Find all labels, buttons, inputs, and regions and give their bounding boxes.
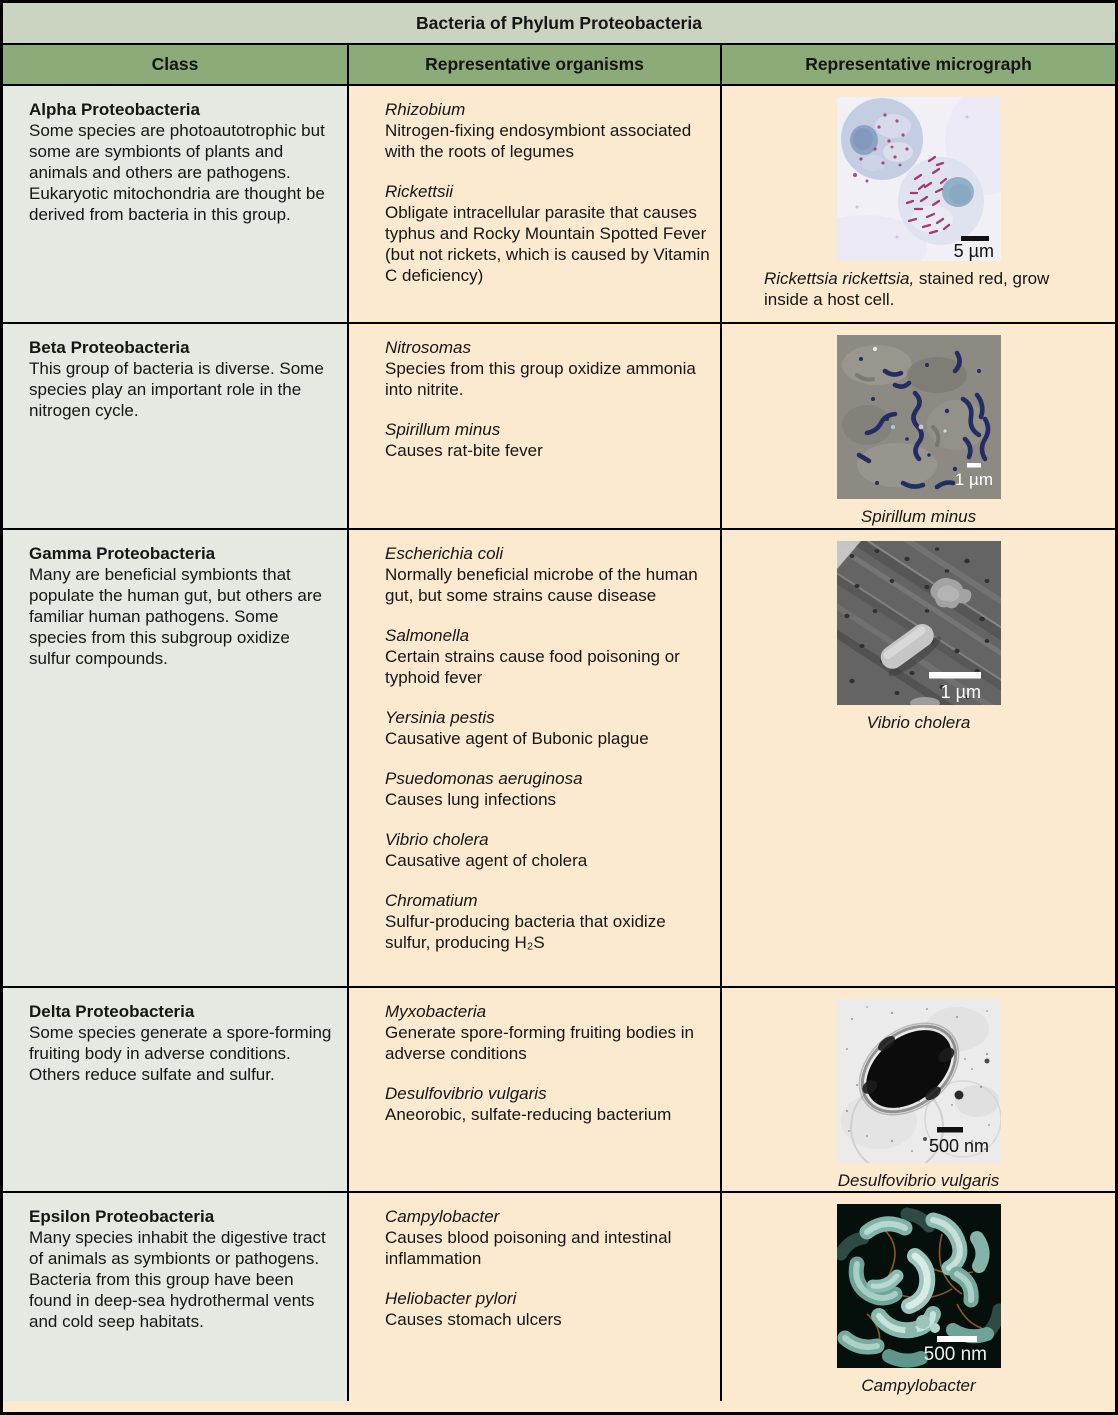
- class-cell: [3, 324, 349, 528]
- organism-entry: [385, 829, 710, 871]
- table-row-epsilon: [3, 1193, 1115, 1401]
- campylobacter-micrograph: [837, 1204, 1001, 1368]
- column-header-organisms: Representative organisms: [349, 45, 722, 84]
- organism-name: Chromatium: [385, 891, 478, 910]
- class-description: Some species are photoautotrophic but some are symbionts of plants and animals and others are pathogens. Eukaryotic mitochondria are thought be derived from bacteria in this group.: [29, 121, 325, 224]
- scale-bar: [937, 1127, 963, 1133]
- organism-description: Normally beneficial microbe of the human gut, but some strains cause disease: [385, 565, 698, 605]
- organism-entry: [385, 181, 710, 286]
- table-row-alpha: [3, 86, 1115, 324]
- micrograph-cell: [722, 324, 1115, 528]
- organism-name: Heliobacter pylori: [385, 1289, 517, 1308]
- table-title: Bacteria of Phylum Proteobacteria: [416, 12, 702, 33]
- micrograph-caption: [722, 1375, 1115, 1396]
- organisms-cell: [349, 324, 722, 528]
- spirillum-micrograph: [837, 335, 1001, 499]
- micrograph-cell: [722, 86, 1115, 322]
- organism-description: Causes stomach ulcers: [385, 1310, 562, 1329]
- micrograph-caption: [722, 1170, 1115, 1191]
- caption-species: Campylobacter: [861, 1376, 976, 1395]
- class-cell: [3, 988, 349, 1191]
- caption-species: Desulfovibrio vulgaris: [837, 1171, 1000, 1190]
- organism-description: Causative agent of Bubonic plague: [385, 729, 649, 748]
- organism-entry: [385, 768, 710, 810]
- scale-bar: [967, 463, 981, 468]
- column-header-class: Class: [3, 45, 349, 84]
- organism-description: Aneorobic, sulfate-reducing bacterium: [385, 1105, 672, 1124]
- organism-description: Generate spore-forming fruiting bodies in adverse conditions: [385, 1023, 694, 1063]
- scale-bar-label: 500 nm: [928, 1136, 989, 1156]
- class-name: Gamma Proteobacteria: [29, 544, 216, 563]
- organism-name: Rickettsii: [385, 182, 454, 201]
- class-cell: [3, 530, 349, 986]
- organism-description: Sulfur-producing bacteria that oxidize sulfur, producing H₂S: [385, 912, 666, 952]
- organism-name: Desulfovibrio vulgaris: [385, 1084, 547, 1103]
- micrograph-caption: [722, 712, 1115, 733]
- class-cell: [3, 1193, 349, 1401]
- micrograph-caption: [722, 268, 1115, 310]
- organisms-cell: [349, 1193, 722, 1401]
- organism-entry: [385, 543, 710, 606]
- class-name: Beta Proteobacteria: [29, 338, 190, 357]
- organism-name: Campylobacter: [385, 1207, 500, 1226]
- caption-species: Vibrio cholera: [866, 713, 971, 732]
- organism-entry: [385, 419, 710, 461]
- organism-name: Spirillum minus: [385, 420, 501, 439]
- scale-bar-label: 1 µm: [954, 470, 993, 489]
- organism-entry: [385, 337, 710, 400]
- micrograph-cell: [722, 1193, 1115, 1401]
- organisms-cell: [349, 530, 722, 986]
- organism-entry: [385, 1001, 710, 1064]
- organism-name: Salmonella: [385, 626, 470, 645]
- organism-entry: [385, 707, 710, 749]
- class-description: Many species inhabit the digestive tract of animals as symbionts or pathogens. Bacteria from this group have been found in deep-sea hydrothermal vents and cold seep habitats.: [29, 1228, 326, 1331]
- scale-bar: [929, 672, 981, 679]
- column-header-micrograph: Representative micrograph: [805, 54, 1032, 74]
- class-name: Epsilon Proteobacteria: [29, 1207, 215, 1226]
- organism-description: Causes blood poisoning and intestinal inflammation: [385, 1228, 672, 1268]
- organisms-cell: [349, 86, 722, 322]
- organism-name: Vibrio cholera: [385, 830, 489, 849]
- organism-description: Species from this group oxidize ammonia into nitrite.: [385, 359, 696, 399]
- organism-description: Certain strains cause food poisoning or typhoid fever: [385, 647, 680, 687]
- class-name: Delta Proteobacteria: [29, 1002, 195, 1021]
- scale-bar: [937, 1336, 977, 1342]
- caption-text: stained red, grow inside a host cell.: [764, 269, 1050, 309]
- organism-name: Rhizobium: [385, 100, 466, 119]
- organism-entry: [385, 1206, 710, 1269]
- organism-name: Yersinia pestis: [385, 708, 495, 727]
- organisms-cell: [349, 988, 722, 1191]
- scale-bar-label: 5 µm: [953, 241, 994, 261]
- organism-entry: [385, 1083, 710, 1125]
- organism-name: Escherichia coli: [385, 544, 504, 563]
- organism-name: Psuedomonas aeruginosa: [385, 769, 583, 788]
- class-cell: [3, 86, 349, 322]
- caption-species: Rickettsia rickettsia,: [764, 269, 915, 288]
- organism-description: Obligate intracellular parasite that causes typhus and Rocky Mountain Spotted Fever (but not rickets, which is caused by Vitamin C deficiency): [385, 203, 710, 285]
- organism-name: Myxobacteria: [385, 1002, 487, 1021]
- class-description: Some species generate a spore-forming fruiting body in adverse conditions. Others reduce sulfate and sulfur.: [29, 1023, 332, 1084]
- organism-description: Nitrogen-fixing endosymbiont associated with the roots of legumes: [385, 121, 692, 161]
- organism-entry: [385, 625, 710, 688]
- table-title-row: [3, 3, 1115, 45]
- class-name: Alpha Proteobacteria: [29, 100, 200, 119]
- organism-entry: [385, 99, 710, 162]
- scale-bar-label: 500 nm: [923, 1344, 987, 1365]
- organism-entry: [385, 890, 710, 953]
- desulfovibrio-micrograph: [837, 999, 1001, 1163]
- caption-species: Spirillum minus: [860, 507, 977, 526]
- rickettsia-micrograph: [837, 97, 1001, 261]
- class-description: Many are beneficial symbionts that populate the human gut, but others are familiar human pathogens. Some species from this subgroup oxidize sulfur compounds.: [29, 565, 322, 668]
- organism-entry: [385, 1288, 710, 1330]
- organism-description: Causative agent of cholera: [385, 851, 588, 870]
- scale-bar-label: 1 µm: [940, 682, 981, 702]
- column-header-row: [3, 45, 1115, 86]
- class-description: This group of bacteria is diverse. Some species play an important role in the nitrogen cycle.: [29, 359, 324, 420]
- table-row-delta: [3, 988, 1115, 1193]
- micrograph-caption: [722, 506, 1115, 527]
- micrograph-cell: [722, 988, 1115, 1191]
- organism-description: Causes rat-bite fever: [385, 441, 543, 460]
- organism-description: Causes lung infections: [385, 790, 557, 809]
- table-row-beta: [3, 324, 1115, 530]
- table-row-gamma: [3, 530, 1115, 988]
- micrograph-cell: [722, 530, 1115, 986]
- vibrio-micrograph: [837, 541, 1001, 705]
- organism-name: Nitrosomas: [385, 338, 471, 357]
